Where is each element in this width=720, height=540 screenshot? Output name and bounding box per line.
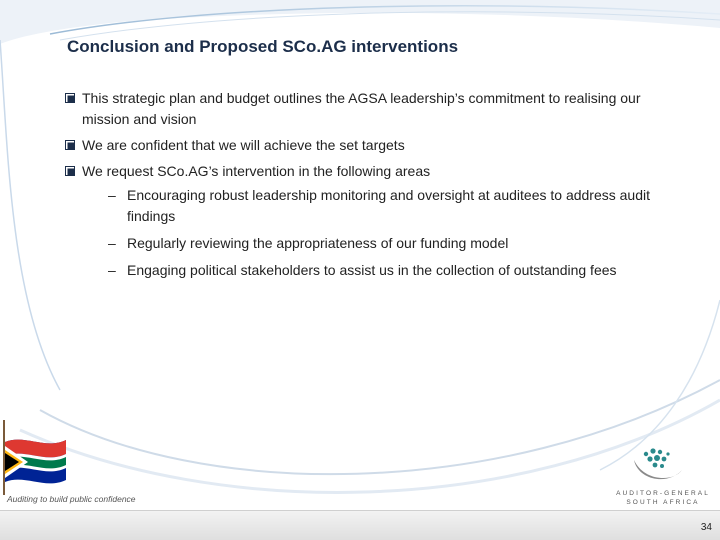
bullet-item bbox=[64, 135, 664, 156]
organisation-name-line1: AUDITOR-GENERAL bbox=[616, 490, 710, 497]
tagline: Auditing to build public confidence bbox=[7, 494, 136, 504]
bullet-text: This strategic plan and budget outlines the AGSA leadership’s commitment to realising our mission and vision bbox=[82, 90, 641, 127]
footer-bar bbox=[0, 510, 720, 540]
sub-bullet-item bbox=[82, 260, 664, 281]
dash-marker: – bbox=[108, 262, 116, 278]
bullet-list bbox=[64, 88, 664, 287]
page-number: 34 bbox=[700, 522, 712, 533]
south-africa-flag-icon bbox=[0, 420, 70, 495]
organisation-name-line2: SOUTH AFRICA bbox=[626, 499, 700, 506]
auditor-general-logo-icon bbox=[628, 440, 688, 490]
sub-bullet-list bbox=[82, 185, 664, 281]
bullet-item bbox=[64, 161, 664, 281]
sub-bullet-item bbox=[82, 233, 664, 254]
checkbox-bullet-icon bbox=[65, 166, 75, 176]
sub-bullet-item bbox=[82, 185, 664, 227]
slide-title: Conclusion and Proposed SCo.AG interventions bbox=[67, 37, 459, 56]
sub-bullet-text: Encouraging robust leadership monitoring and oversight at auditees to address audit findings bbox=[127, 187, 650, 224]
sub-bullet-text: Regularly reviewing the appropriateness of our funding model bbox=[127, 235, 509, 251]
bullet-text: We request SCo.AG’s intervention in the following areas bbox=[82, 163, 431, 179]
checkbox-bullet-icon bbox=[65, 93, 75, 103]
organisation-name bbox=[608, 489, 718, 507]
dash-marker: – bbox=[108, 235, 116, 251]
bullet-item bbox=[64, 88, 664, 130]
sub-bullet-text: Engaging political stakeholders to assist us in the collection of outstanding fees bbox=[127, 262, 617, 278]
bullet-text: We are confident that we will achieve the set targets bbox=[82, 137, 405, 153]
dash-marker: – bbox=[108, 187, 116, 203]
checkbox-bullet-icon bbox=[65, 140, 75, 150]
